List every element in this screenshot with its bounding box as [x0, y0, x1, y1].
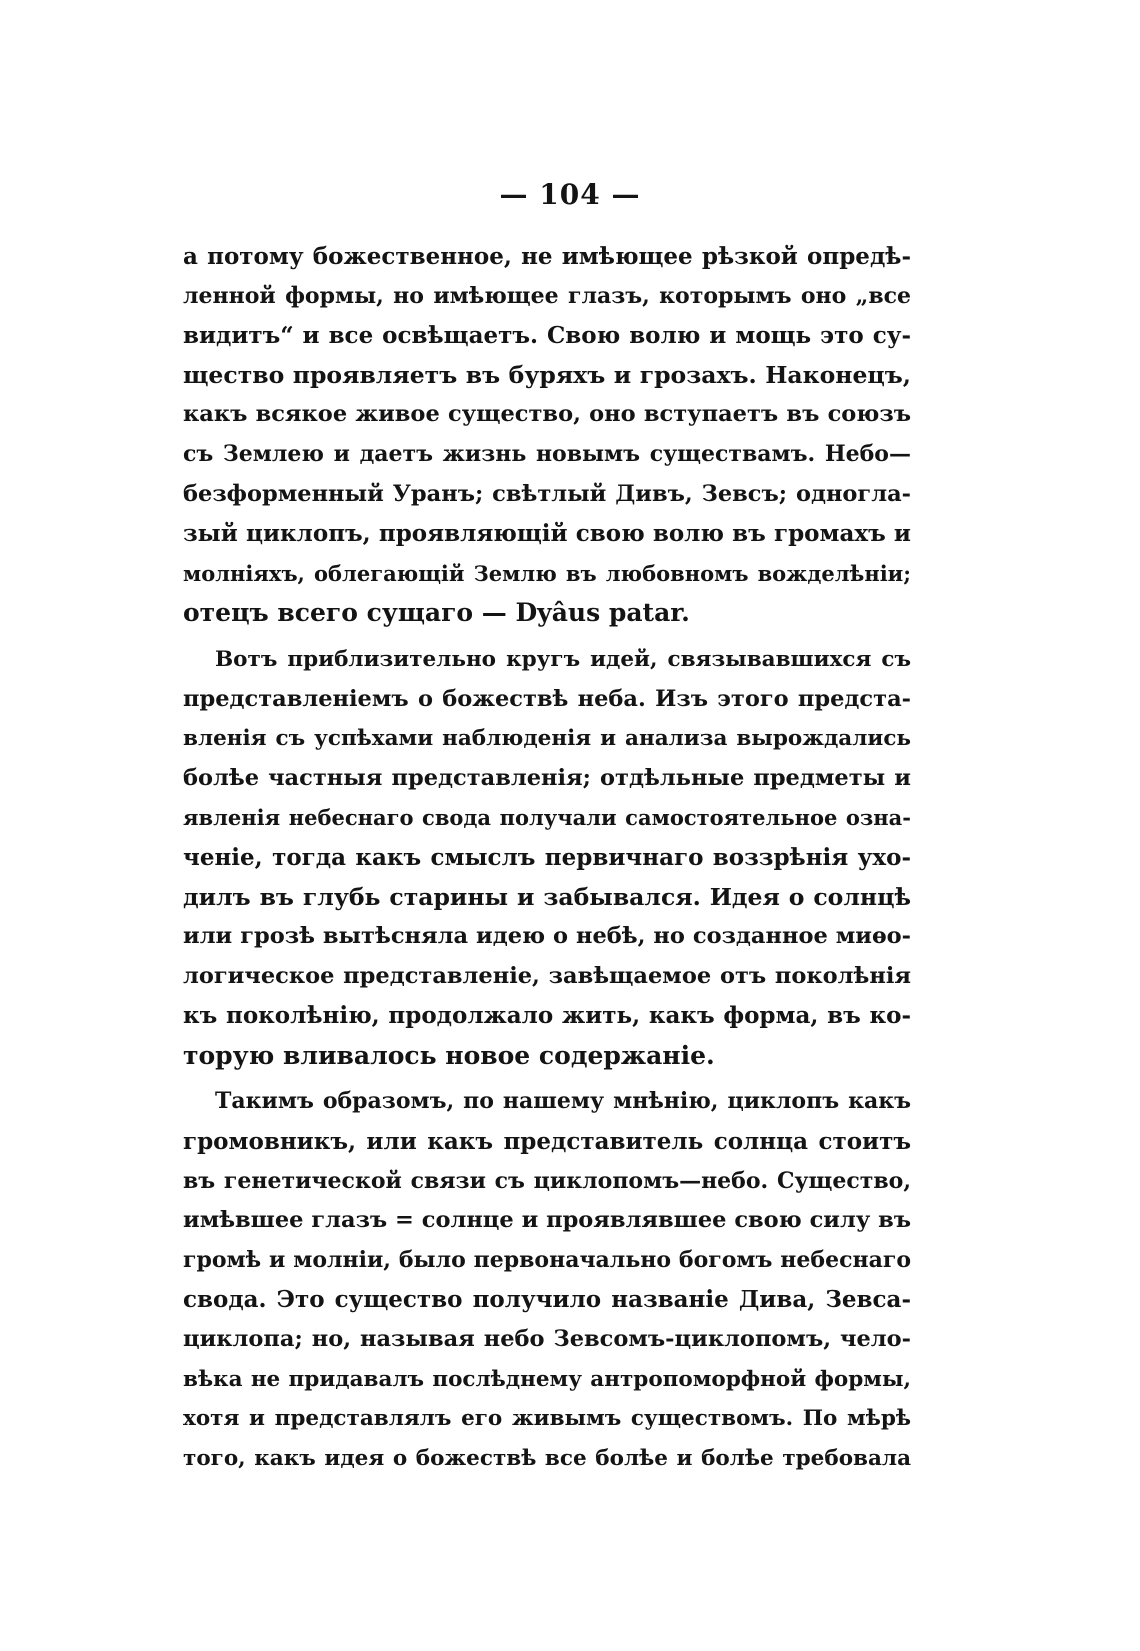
text-line: болѣе частныя представленія; отдѣльные предметы и: [183, 764, 911, 791]
text-line: отецъ всего сущаго — Dyâus patar.: [183, 598, 690, 628]
body-text: [183, 237, 911, 1478]
paragraph-gap: [183, 633, 911, 640]
text-line: съ Землею и даетъ жизнь новымъ существамъ. Небо—: [183, 440, 911, 467]
text-line: молніяхъ, облегающій Землю въ любовномъ вожделѣніи;: [183, 560, 911, 586]
text-line: явленія небеснаго свода получали самостоятельное озна-: [183, 805, 911, 831]
text-line: зый циклопъ, проявляющій свою волю въ громахъ и: [183, 520, 911, 548]
text-line: имѣвшее глазъ = солнце и проявлявшее свою силу въ: [183, 1207, 911, 1234]
text-line: къ поколѣнію, продолжало жить, какъ форма, въ ко-: [183, 1002, 911, 1030]
text-line: громовникъ, или какъ представитель солнца стоитъ: [183, 1128, 911, 1156]
text-line: громѣ и молніи, было первоначально богомъ небеснаго: [183, 1246, 911, 1273]
text-line: какъ всякое живое существо, оно вступаетъ въ союзъ: [183, 401, 911, 428]
text-line: того, какъ идея о божествѣ все болѣе и болѣе требовала: [183, 1445, 911, 1471]
text-line: видитъ“ и все освѣщаетъ. Свою волю и мощь это су-: [183, 322, 911, 350]
text-line: циклопа; но, называя небо Зевсомъ-циклопомъ, чело-: [183, 1326, 911, 1353]
paragraph-gap: [183, 1075, 911, 1082]
text-line: а потому божественное, не имѣющее рѣзкой опредѣ-: [183, 243, 911, 270]
paragraph: [183, 640, 911, 1076]
text-line: дилъ въ глубь старины и забывался. Идея о солнцѣ: [183, 882, 911, 911]
page-number: — 104 —: [499, 178, 641, 211]
text-line: вѣка не придавалъ послѣднему антропоморфной формы,: [183, 1366, 911, 1392]
text-line: или грозѣ вытѣсняла идею о небѣ, но созданное миѳо-: [183, 923, 911, 950]
text-line: Такимъ образомъ, по нашему мнѣнію, циклопъ какъ: [215, 1088, 911, 1115]
text-line: представленіемъ о божествѣ неба. Изъ этого предста-: [183, 685, 911, 712]
text-line: безформенный Уранъ; свѣтлый Дивъ, Зевсъ; одногла-: [183, 480, 911, 507]
text-line: торую вливалось новое содержаніе.: [183, 1040, 715, 1070]
text-line: щество проявляетъ въ буряхъ и грозахъ. Наконецъ,: [183, 360, 911, 389]
text-line: Вотъ приблизительно кругъ идей, связывавшихся съ: [215, 646, 911, 672]
text-line: свода. Это существо получило названіе Дива, Зевса-: [183, 1286, 911, 1314]
text-line: ленной формы, но имѣющее глазъ, которымъ оно „все: [183, 282, 911, 309]
text-line: вленія съ успѣхами наблюденія и анализа вырождались: [183, 726, 911, 752]
paragraph: [183, 237, 911, 633]
text-line: ченіе, тогда какъ смыслъ первичнаго воззрѣнія ухо-: [183, 843, 911, 871]
text-line: логическое представленіе, завѣщаемое отъ поколѣнія: [183, 962, 911, 989]
paragraph: [183, 1082, 911, 1478]
text-line: хотя и представлялъ его живымъ существомъ. По мѣрѣ: [183, 1406, 911, 1432]
text-line: въ генетической связи съ циклопомъ—небо. Существо,: [183, 1167, 911, 1194]
